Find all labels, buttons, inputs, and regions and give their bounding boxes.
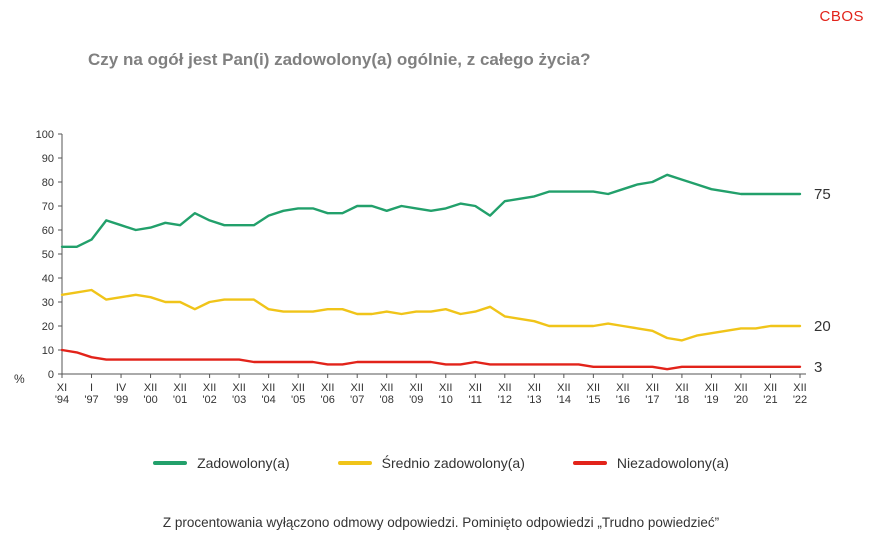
y-tick-label: 80 [41,177,54,189]
series-end-label-1: 75 [814,186,831,203]
y-tick-label: 90 [41,153,54,165]
x-tick-label: XII '10 [438,382,453,406]
x-tick-label: XII '13 [527,382,542,406]
x-tick-label: XII '18 [674,382,690,406]
x-tick-label: XII '06 [320,382,335,406]
legend-item [338,455,525,471]
series-line-2 [62,290,800,340]
x-tick-label: XII '03 [231,382,247,406]
legend-item [153,455,290,471]
x-tick-label: XII '12 [497,382,512,406]
x-tick-label: XII '11 [468,382,483,406]
series-end-label-2: 20 [814,318,831,335]
x-tick-label: IV '99 [113,382,129,406]
y-tick-label: 50 [41,249,54,261]
legend-label: Zadowolony(a) [197,455,290,471]
series-line-1 [62,175,800,247]
legend-swatch [573,461,607,465]
series-line-3 [62,350,800,369]
y-tick-label: 100 [35,129,54,141]
x-tick-label: XII '05 [290,382,306,406]
x-tick-label: XII '08 [379,382,394,406]
y-tick-label: 0 [47,369,54,381]
chart-footnote: Z procentowania wyłączono odmowy odpowiedzi. Pominięto odpowiedzi „Trudno powiedzieć” [162,515,720,530]
brand-logo: CBOS [819,8,864,25]
x-tick-label: XII '04 [261,382,276,406]
x-tick-label: XII '07 [350,382,365,406]
legend-item [573,455,729,471]
x-tick-label: XII '20 [733,382,749,406]
x-tick-label: XII '17 [645,382,660,406]
y-tick-label: 40 [41,273,54,285]
x-tick-label: XII '14 [556,382,572,406]
x-tick-label: XII '15 [586,382,601,406]
page-title: Czy na ogół jest Pan(i) zadowolony(a) ogólnie, z całego życia? [88,50,591,69]
x-tick-label: I '97 [84,382,99,406]
y-tick-label: 60 [41,225,54,237]
x-tick-label: XII '09 [409,382,424,406]
y-axis-label: % [14,372,25,386]
x-tick-label: XII '22 [792,382,808,406]
chart-plot-area [0,120,882,420]
x-tick-label: XII '16 [615,382,631,406]
x-tick-label: XII '01 [172,382,188,406]
line-chart [0,120,882,420]
legend-swatch [338,461,372,465]
series-end-label-3: 3 [814,358,823,376]
x-tick-label: XII '00 [143,382,158,406]
x-tick-label: XII '19 [704,382,719,406]
legend-swatch [153,461,187,465]
legend-label: Niezadowolony(a) [616,455,729,471]
x-tick-label: XII '02 [202,382,217,406]
y-tick-label: 30 [41,297,54,309]
y-tick-label: 70 [41,201,54,213]
legend-label: Średnio zadowolony(a) [381,455,525,471]
x-tick-label: XI '94 [54,382,70,406]
y-tick-label: 10 [41,345,54,357]
chart-legend [0,455,882,471]
x-tick-label: XII '21 [763,382,778,406]
y-tick-label: 20 [41,321,54,333]
